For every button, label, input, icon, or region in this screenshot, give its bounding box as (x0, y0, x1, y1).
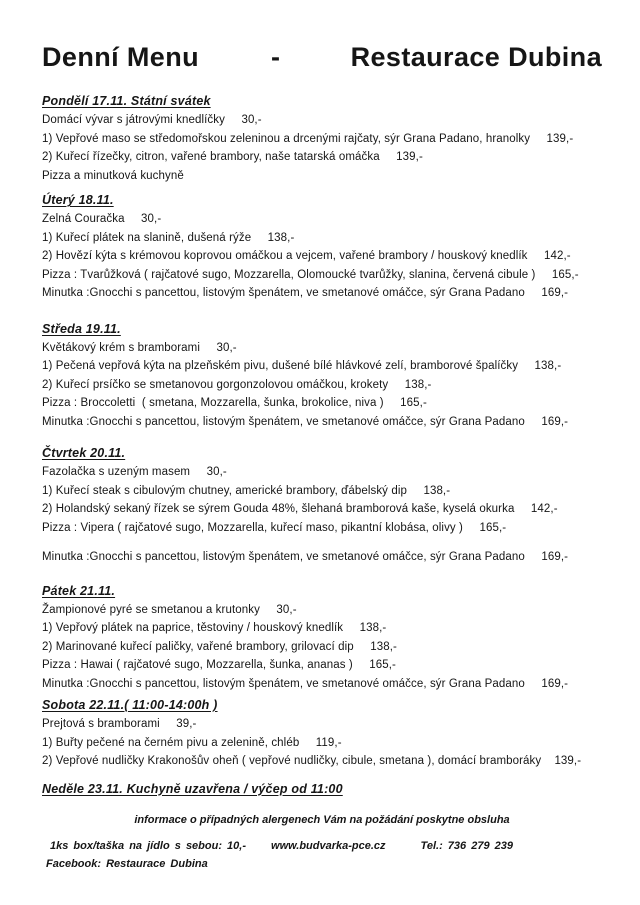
day-heading: Neděle 23.11. Kuchyně uzavřena / výčep od 11:00 (42, 781, 343, 796)
day-section (42, 444, 602, 567)
day-section (42, 696, 602, 771)
menu-line: Minutka :Gnocchi s pancettou, listovým špenátem, ve smetanové omáčce, sýr Grana Padano 169,- (42, 677, 569, 690)
day-section (42, 320, 602, 432)
menu-line: Zelná Couračka 30,- (42, 213, 162, 225)
day-section (42, 92, 602, 185)
menu-line: 1) Pečená vepřová kýta na plzeňském pivu, dušené bílé hlávkové zelí, bramborové špalíčky 138,- (42, 360, 562, 372)
allergen-note: informace o případných alergenech Vám na požádání poskytne obsluha (134, 813, 510, 826)
restaurant-name: Restaurace Dubina (350, 42, 602, 72)
day-heading: Pátek 21.11. (42, 583, 116, 598)
menu-line: Pizza : Hawai ( rajčatové sugo, Mozzarella, šunka, ananas ) 165,- (42, 659, 396, 671)
menu-line: Květákový krém s bramborami 30,- (42, 341, 237, 354)
menu-line: Minutka :Gnocchi s pancettou, listovým špenátem, ve smetanové omáčce, sýr Grana Padano 169,- (42, 287, 569, 299)
menu-line: 1) Vepřový plátek na paprice, těstoviny / houskový knedlík 138,- (42, 622, 387, 634)
menu-line: Pizza : Vipera ( rajčatové sugo, Mozzarella, kuřecí maso, pikantní klobása, olivy ) 165,- (42, 521, 507, 534)
menu-sections (42, 92, 602, 799)
day-section (42, 582, 602, 694)
menu-line: 2) Kuřecí prsíčko se smetanovou gorgonzolovou omáčkou, krokety 138,- (42, 378, 432, 391)
website-text: www.budvarka-pce.cz (271, 839, 386, 852)
menu-line: 1) Kuřecí plátek na slanině, dušená rýže 138,- (42, 231, 295, 244)
day-lines (42, 339, 602, 432)
menu-line (42, 537, 602, 548)
phone-number: Tel.: 736 279 239 (420, 839, 513, 852)
menu-line: 2) Vepřové nudličky Krakonošův oheň ( vepřové nudličky, cibule, smetana ), domácí bramboráky 139,- (42, 755, 582, 767)
day-lines (42, 210, 602, 303)
day-lines (42, 601, 602, 694)
page-title (42, 42, 602, 73)
menu-title: Denní Menu (42, 42, 199, 72)
menu-line: Pizza : Tvarůžková ( rajčatové sugo, Mozzarella, Olomoucké tvarůžky, slanina, červená cibule ) 165,- (42, 268, 579, 281)
day-heading: Úterý 18.11. (42, 193, 114, 207)
day-lines (42, 111, 602, 185)
menu-line: Fazolačka s uzeným masem 30,- (42, 466, 227, 478)
menu-line: 2) Hovězí kýta s krémovou koprovou omáčkou a vejcem, vařené brambory / houskový knedlík 142,- (42, 250, 571, 262)
day-heading: Středa 19.11. (42, 321, 121, 336)
day-heading: Čtvrtek 20.11. (42, 446, 126, 460)
footer-contact-row (42, 838, 602, 855)
takeaway-note: 1ks box/taška na jídlo s sebou: 10,- (50, 839, 247, 852)
day-section (42, 191, 602, 303)
menu-line: 2) Kuřecí řízečky, citron, vařené brambory, naše tatarská omáčka 139,- (42, 151, 423, 163)
day-section (42, 780, 602, 799)
menu-line: 1) Vepřové maso se středomořskou zeleninou a drcenými rajčaty, sýr Grana Padano, hranolky 139,- (42, 132, 574, 145)
menu-line: 1) Kuřecí steak s cibulovým chutney, americké brambory, ďábelský dip 138,- (42, 484, 451, 497)
menu-line: 1) Buřty pečené na černém pivu a zelenině, chléb 119,- (42, 736, 342, 749)
day-heading: Pondělí 17.11. Státní svátek (42, 94, 211, 108)
menu-line: Žampionové pyré se smetanou a krutonky 30,- (42, 603, 297, 616)
menu-line: Minutka :Gnocchi s pancettou, listovým špenátem, ve smetanové omáčce, sýr Grana Padano 169,- (42, 551, 569, 563)
menu-line: Minutka :Gnocchi s pancettou, listovým špenátem, ve smetanové omáčce, sýr Grana Padano 169,- (42, 415, 569, 428)
menu-footer (42, 812, 602, 873)
menu-line: 2) Holandský sekaný řízek se sýrem Gouda 48%, šlehaná bramborová kaše, kyselá okurka 142,- (42, 503, 558, 515)
day-heading: Sobota 22.11.( 11:00-14:00h ) (42, 698, 218, 712)
menu-line: Pizza a minutková kuchyně (42, 169, 184, 182)
facebook-note: Facebook: Restaurace Dubina (46, 857, 208, 870)
menu-line: Pizza : Broccoletti ( smetana, Mozzarella, šunka, brokolice, niva ) 165,- (42, 397, 427, 409)
title-separator: - (271, 42, 281, 72)
day-lines (42, 463, 602, 567)
menu-line: Prejtová s bramborami 39,- (42, 718, 197, 730)
day-lines (42, 715, 602, 771)
menu-line: 2) Marinované kuřecí paličky, vařené brambory, grilovací dip 138,- (42, 640, 397, 653)
menu-line: Domácí vývar s játrovými knedlíčky 30,- (42, 114, 262, 126)
